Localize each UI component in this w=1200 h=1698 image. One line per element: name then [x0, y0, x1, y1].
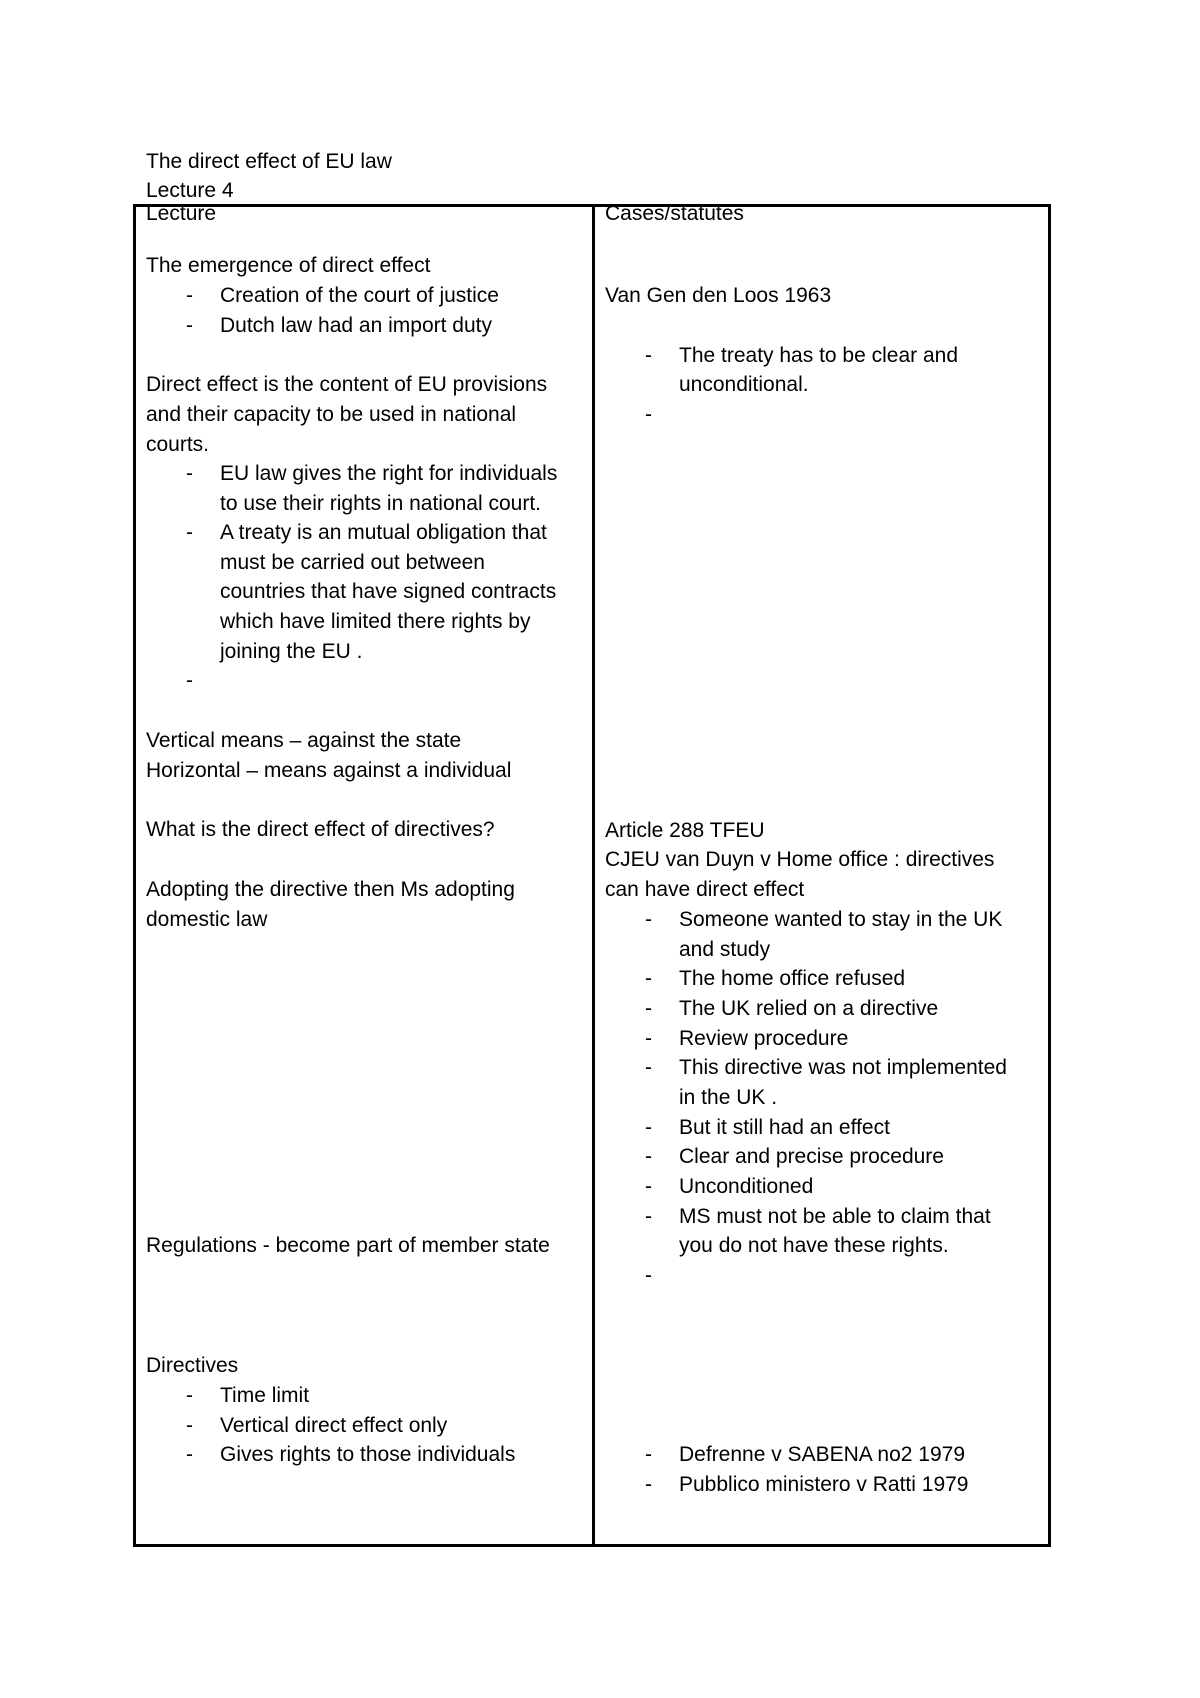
case-note-line: Defrenne v SABENA no2 1979 — [679, 1443, 966, 1466]
lecture-note-line: countries that have signed contracts — [220, 580, 557, 603]
lecture-note-line: which have limited there rights by — [220, 610, 531, 633]
document-subtitle: Lecture 4 — [146, 179, 234, 202]
bullet-dash: - — [186, 1443, 193, 1466]
bullet-dash: - — [645, 967, 652, 990]
case-note-line: Review procedure — [679, 1027, 849, 1050]
cases-column-header: Cases/statutes — [605, 202, 744, 225]
case-note-line: Article 288 TFEU — [605, 819, 765, 842]
case-note-line: Van Gen den Loos 1963 — [605, 284, 832, 307]
bullet-dash: - — [186, 314, 193, 337]
lecture-note-line: and their capacity to be used in national — [146, 403, 517, 426]
lecture-note-line: What is the direct effect of directives? — [146, 818, 495, 841]
bullet-dash: - — [186, 1414, 193, 1437]
bullet-dash: - — [645, 1175, 652, 1198]
case-note-line: The UK relied on a directive — [679, 997, 939, 1020]
lecture-note-line: A treaty is an mutual obligation that — [220, 521, 547, 544]
case-note-line: unconditional. — [679, 373, 809, 396]
case-note-line: Pubblico ministero v Ratti 1979 — [679, 1473, 969, 1496]
lecture-note-line: Creation of the court of justice — [220, 284, 499, 307]
lecture-note-line: Time limit — [220, 1384, 310, 1407]
bullet-dash: - — [645, 1116, 652, 1139]
bullet-dash: - — [186, 1384, 193, 1407]
bullet-dash: - — [645, 1264, 652, 1287]
case-note-line: CJEU van Duyn v Home office : directives — [605, 848, 995, 871]
lecture-note-line: Dutch law had an import duty — [220, 314, 492, 337]
case-note-line: MS must not be able to claim that — [679, 1205, 991, 1228]
case-note-line: Someone wanted to stay in the UK — [679, 908, 1003, 931]
lecture-note-line: Vertical means – against the state — [146, 729, 462, 752]
lecture-note-line: The emergence of direct effect — [146, 254, 431, 277]
bullet-dash: - — [645, 403, 652, 426]
bullet-dash: - — [645, 1443, 652, 1466]
case-note-line: This directive was not implemented — [679, 1056, 1007, 1079]
bullet-dash: - — [645, 908, 652, 931]
document-title: The direct effect of EU law — [146, 150, 392, 173]
lecture-note-line: Horizontal – means against a individual — [146, 759, 512, 782]
lecture-note-line: Regulations - become part of member state — [146, 1234, 550, 1257]
case-note-line: and study — [679, 938, 771, 961]
bullet-dash: - — [186, 284, 193, 307]
lecture-note-line: Directives — [146, 1354, 239, 1377]
lecture-note-line: must be carried out between — [220, 551, 485, 574]
lecture-column-header: Lecture — [146, 202, 217, 225]
case-note-line: in the UK . — [679, 1086, 778, 1109]
lecture-note-line: domestic law — [146, 908, 268, 931]
bullet-dash: - — [186, 669, 193, 692]
bullet-dash: - — [645, 1473, 652, 1496]
lecture-note-line: to use their rights in national court. — [220, 492, 542, 515]
case-note-line: Unconditioned — [679, 1175, 814, 1198]
case-note-line: you do not have these rights. — [679, 1234, 949, 1257]
notes-table — [133, 204, 1051, 1547]
case-note-line: The home office refused — [679, 967, 906, 990]
bullet-dash: - — [645, 1145, 652, 1168]
lecture-note-line: Adopting the directive then Ms adopting — [146, 878, 515, 901]
lecture-note-line: joining the EU . — [220, 640, 363, 663]
lecture-note-line: EU law gives the right for individuals — [220, 462, 558, 485]
column-divider — [592, 207, 595, 1544]
lecture-note-line: courts. — [146, 433, 210, 456]
bullet-dash: - — [645, 344, 652, 367]
case-note-line: can have direct effect — [605, 878, 805, 901]
case-note-line: Clear and precise procedure — [679, 1145, 944, 1168]
bullet-dash: - — [186, 521, 193, 544]
case-note-line: The treaty has to be clear and — [679, 344, 958, 367]
lecture-note-line: Vertical direct effect only — [220, 1414, 448, 1437]
bullet-dash: - — [645, 1027, 652, 1050]
case-note-line: But it still had an effect — [679, 1116, 890, 1139]
lecture-note-line: Gives rights to those individuals — [220, 1443, 516, 1466]
bullet-dash: - — [645, 1056, 652, 1079]
bullet-dash: - — [645, 1205, 652, 1228]
bullet-dash: - — [645, 997, 652, 1020]
bullet-dash: - — [186, 462, 193, 485]
lecture-note-line: Direct effect is the content of EU provisions — [146, 373, 548, 396]
